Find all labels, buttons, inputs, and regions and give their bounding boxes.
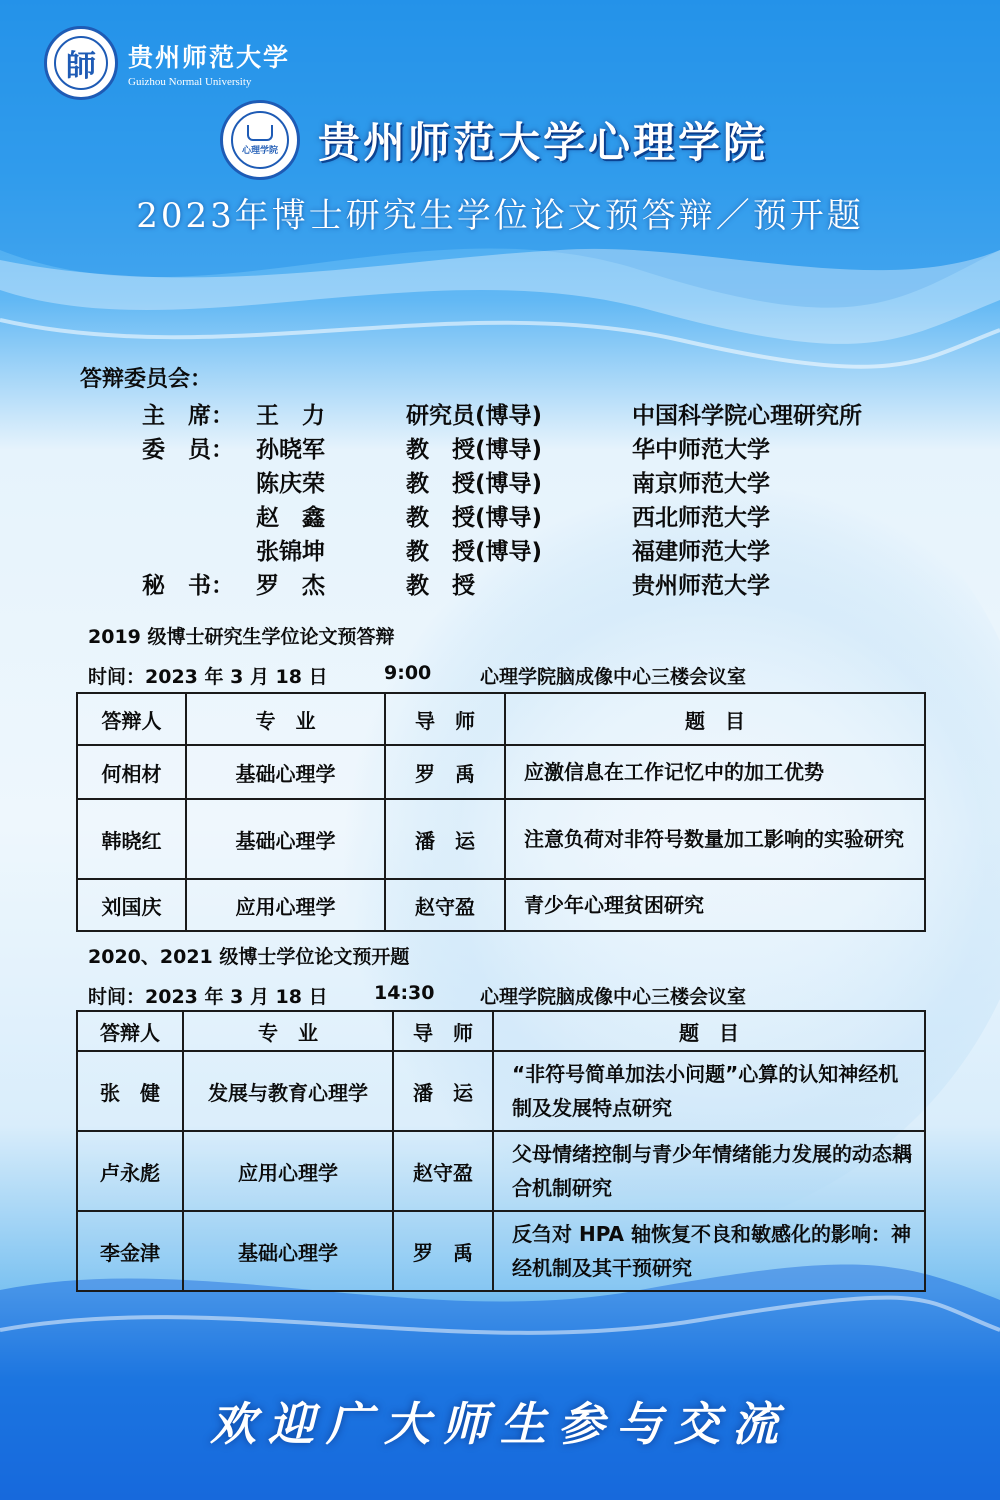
committee-row bbox=[80, 533, 770, 567]
member-role: 委 员： bbox=[142, 437, 234, 463]
member-title: 教 授(博导) bbox=[406, 471, 543, 497]
member-org: 中国科学院心理研究所 bbox=[632, 403, 862, 429]
advisor-cell: 罗 禹 bbox=[393, 1211, 493, 1291]
major-cell: 基础心理学 bbox=[186, 799, 385, 879]
col-header-advisor: 导 师 bbox=[385, 693, 505, 745]
member-title: 教 授 bbox=[406, 573, 475, 599]
session1-time: 9:00 bbox=[384, 662, 432, 684]
member-org: 南京师范大学 bbox=[632, 471, 770, 497]
col-header-advisor: 导 师 bbox=[393, 1011, 493, 1051]
member-role: 秘 书： bbox=[142, 573, 234, 599]
title-row bbox=[220, 100, 768, 180]
session2-heading: 2020、2021 级博士学位论文预开题 bbox=[88, 946, 410, 968]
welcome-banner: 欢迎广大师生参与交流 bbox=[210, 1397, 790, 1451]
university-name-en: Guizhou Normal University bbox=[128, 76, 252, 88]
major-cell: 基础心理学 bbox=[183, 1211, 393, 1291]
student-cell: 韩晓红 bbox=[77, 799, 186, 879]
advisor-cell: 罗 禹 bbox=[385, 745, 505, 799]
member-name: 张锦坤 bbox=[256, 539, 325, 565]
student-cell: 卢永彪 bbox=[77, 1131, 183, 1211]
committee-heading: 答辩委员会： bbox=[80, 367, 213, 392]
university-seal-icon bbox=[44, 26, 118, 100]
col-header-topic: 题 目 bbox=[505, 693, 925, 745]
topic-cell: “非符号简单加法小问题”心算的认知神经机制及发展特点研究 bbox=[493, 1051, 925, 1131]
member-name: 罗 杰 bbox=[256, 573, 325, 599]
page-title: 贵州师范大学心理学院 bbox=[318, 118, 769, 167]
col-header-student: 答辩人 bbox=[77, 693, 186, 745]
col-header-topic: 题 目 bbox=[493, 1011, 925, 1051]
book-icon bbox=[247, 125, 273, 141]
member-org: 华中师范大学 bbox=[632, 437, 770, 463]
member-name: 陈庆荣 bbox=[256, 471, 325, 497]
member-role: 主 席： bbox=[142, 403, 234, 429]
member-org: 贵州师范大学 bbox=[632, 573, 770, 599]
table-row bbox=[77, 799, 925, 879]
member-title: 研究员(博导) bbox=[406, 403, 543, 429]
session2-time: 14:30 bbox=[374, 982, 435, 1004]
session1-time-line bbox=[88, 662, 888, 688]
seal-char: 師 bbox=[54, 36, 108, 90]
member-name: 孙晓军 bbox=[256, 437, 325, 463]
col-header-student: 答辩人 bbox=[77, 1011, 183, 1051]
session1-heading: 2019 级博士研究生学位论文预答辩 bbox=[88, 626, 395, 648]
member-title: 教 授(博导) bbox=[406, 505, 543, 531]
member-org: 西北师范大学 bbox=[632, 505, 770, 531]
student-cell: 李金津 bbox=[77, 1211, 183, 1291]
member-name: 赵 鑫 bbox=[256, 505, 325, 531]
table-row bbox=[77, 1131, 925, 1211]
advisor-cell: 赵守盈 bbox=[393, 1131, 493, 1211]
table-row bbox=[77, 745, 925, 799]
advisor-cell: 赵守盈 bbox=[385, 879, 505, 931]
major-cell: 应用心理学 bbox=[183, 1131, 393, 1211]
major-cell: 应用心理学 bbox=[186, 879, 385, 931]
committee-row bbox=[80, 499, 770, 533]
committee-section bbox=[80, 362, 862, 601]
col-header-major: 专 业 bbox=[183, 1011, 393, 1051]
topic-cell: 应激信息在工作记忆中的加工优势 bbox=[505, 745, 925, 799]
major-cell: 基础心理学 bbox=[186, 745, 385, 799]
advisor-cell: 潘 运 bbox=[385, 799, 505, 879]
session2-table bbox=[76, 1010, 926, 1292]
member-title: 教 授(博导) bbox=[406, 437, 543, 463]
advisor-cell: 潘 运 bbox=[393, 1051, 493, 1131]
school-seal-text: 心理学院 bbox=[241, 145, 278, 156]
table-header-row bbox=[77, 693, 925, 745]
student-cell: 张 健 bbox=[77, 1051, 183, 1131]
university-name-cn: 贵州师范大学 bbox=[128, 43, 291, 72]
table-header-row bbox=[77, 1011, 925, 1051]
student-cell: 何相材 bbox=[77, 745, 186, 799]
member-org: 福建师范大学 bbox=[632, 539, 770, 565]
session1-table bbox=[76, 692, 926, 932]
committee-row bbox=[80, 567, 770, 601]
session2-time-line bbox=[88, 982, 888, 1008]
university-logo bbox=[44, 26, 290, 100]
session1-location: 心理学院脑成像中心三楼会议室 bbox=[480, 666, 747, 688]
committee-row bbox=[80, 397, 862, 431]
topic-cell: 反刍对 HPA 轴恢复不良和敏感化的影响：神经机制及其干预研究 bbox=[493, 1211, 925, 1291]
page-subtitle: 2023年博士研究生学位论文预答辩／预开题 bbox=[136, 196, 864, 236]
school-seal-icon bbox=[220, 100, 300, 180]
committee-row bbox=[80, 431, 770, 465]
topic-cell: 注意负荷对非符号数量加工影响的实验研究 bbox=[505, 799, 925, 879]
student-cell: 刘国庆 bbox=[77, 879, 186, 931]
table-row bbox=[77, 1051, 925, 1131]
table-row bbox=[77, 1211, 925, 1291]
member-name: 王 力 bbox=[256, 403, 325, 429]
major-cell: 发展与教育心理学 bbox=[183, 1051, 393, 1131]
table-row bbox=[77, 879, 925, 931]
session1-date: 时间：2023 年 3 月 18 日 bbox=[88, 666, 328, 688]
committee-row bbox=[80, 465, 770, 499]
topic-cell: 父母情绪控制与青少年情绪能力发展的动态耦合机制研究 bbox=[493, 1131, 925, 1211]
member-title: 教 授(博导) bbox=[406, 539, 543, 565]
session2-location: 心理学院脑成像中心三楼会议室 bbox=[480, 986, 747, 1008]
col-header-major: 专 业 bbox=[186, 693, 385, 745]
session2-date: 时间：2023 年 3 月 18 日 bbox=[88, 986, 328, 1008]
topic-cell: 青少年心理贫困研究 bbox=[505, 879, 925, 931]
